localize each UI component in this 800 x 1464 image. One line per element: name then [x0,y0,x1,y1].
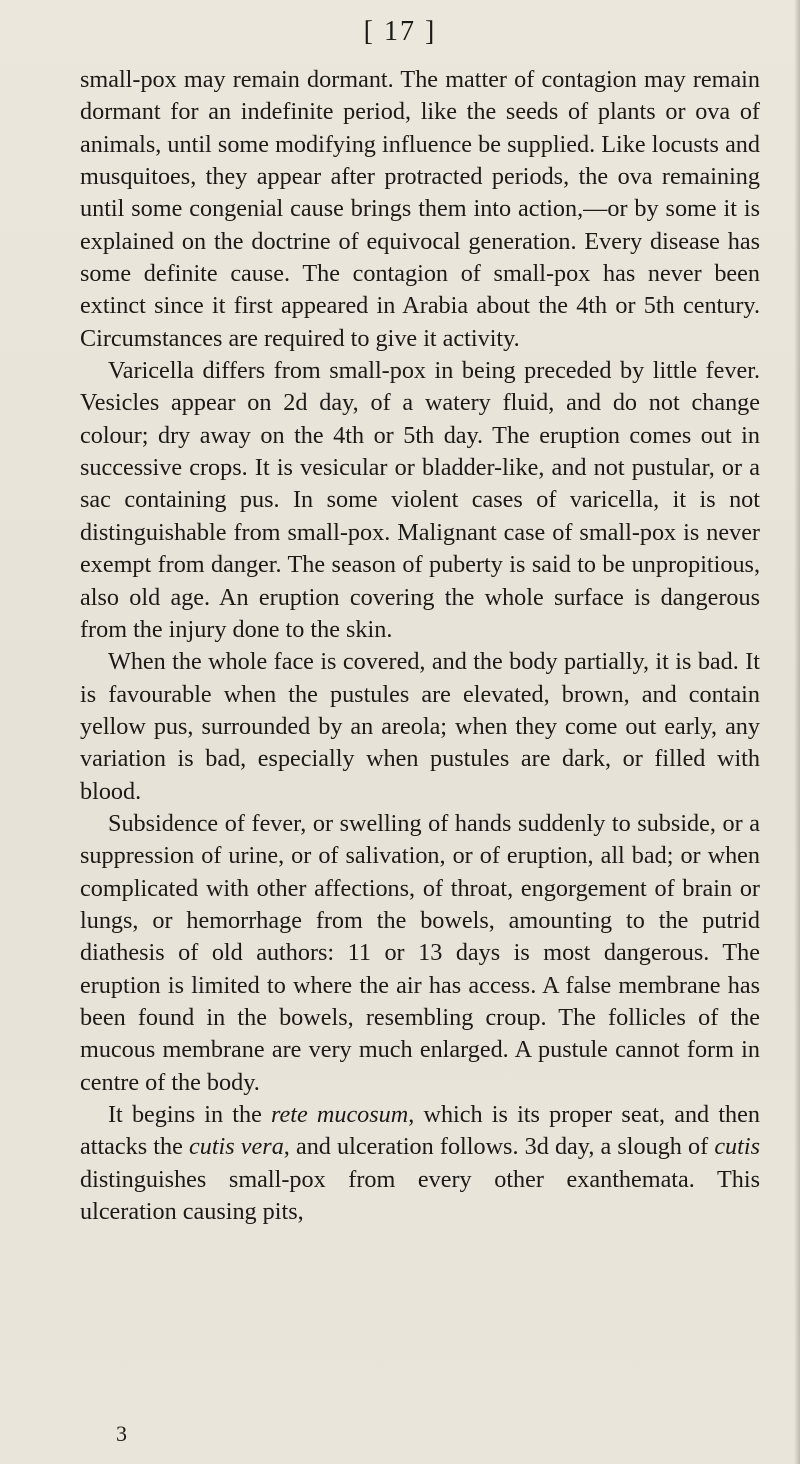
paragraph-face-covered: When the whole face is covered, and the body partially, it is bad. It is favourable when the pustules are elevated, brown, and contain yellow pus, surrounded by an areola; when they come out early, any variation is bad, especially when pustules are dark, or filled with blood. [80,648,760,805]
signature-mark: 3 [116,1421,127,1446]
body-text [80,64,760,1228]
text-run: , and ulceration follows. 3d day, a slough of [283,1133,715,1161]
page-number: [ 17 ] [363,16,437,47]
term-cutis-vera: cutis vera [188,1133,284,1161]
paragraph-contagion: small-pox may remain dormant. The matter of contagion may remain dormant for an indefinite period, like the seeds of plants or ova of animals, until some modifying influence be supplied. Like locusts and musquitoes, they appear after protracted periods, the ova remaining until some congenial cause brings them into action,—or by some it is explained on the doctrine of equivocal generation. Every disease has some definite cause. The contagion of small-pox has never been extinct since it first appeared in Arabia about the 4th or 5th century. Circumstances are required to give it activity. [80,66,760,352]
term-cutis: cutis [714,1133,760,1161]
text-run: distinguishes small-pox from every other exanthemata. This ulceration causing pits, [80,1165,760,1226]
paragraph-varicella: Varicella differs from small-pox in being preceded by little fever. Vesicles appear on 2d day, of a watery fluid, and do not change colour; dry away on the 4th or 5th day. The eruption comes out in successive crops. It is vesicular or bladder-like, and not pustular, or a sac containing pus. In some violent cases of varicella, it is not distinguishable from small-pox. Malignant case of small-pox is never exempt from danger. The season of puberty is said to be unpropitious, also old age. An eruption covering the whole surface is dangerous from the injury done to the skin. [80,357,760,643]
paragraph-subsidence: Subsidence of fever, or swelling of hands suddenly to subside, or a suppression of urine, or of salivation, or of eruption, all bad; or when complicated with other affections, of throat, engorgement of brain or lungs, or hemorrhage from the bowels, amounting to the putrid diathesis of old authors: 11 or 13 days is most dangerous. The eruption is limited to where the air has access. A false membrane has been found in the bowels, resembling croup. The follicles of the mucous membrane are very much enlarged. A pustule cannot form in centre of the body. [80,809,760,1096]
text-run: It begins in the [108,1101,271,1128]
term-rete-mucosum: rete mucosum [271,1101,409,1128]
text-run: , which is its proper seat, and then attacks the [80,1101,760,1161]
paragraph-rete-mucosum [80,1099,760,1228]
page-edge-shadow [794,0,800,1464]
